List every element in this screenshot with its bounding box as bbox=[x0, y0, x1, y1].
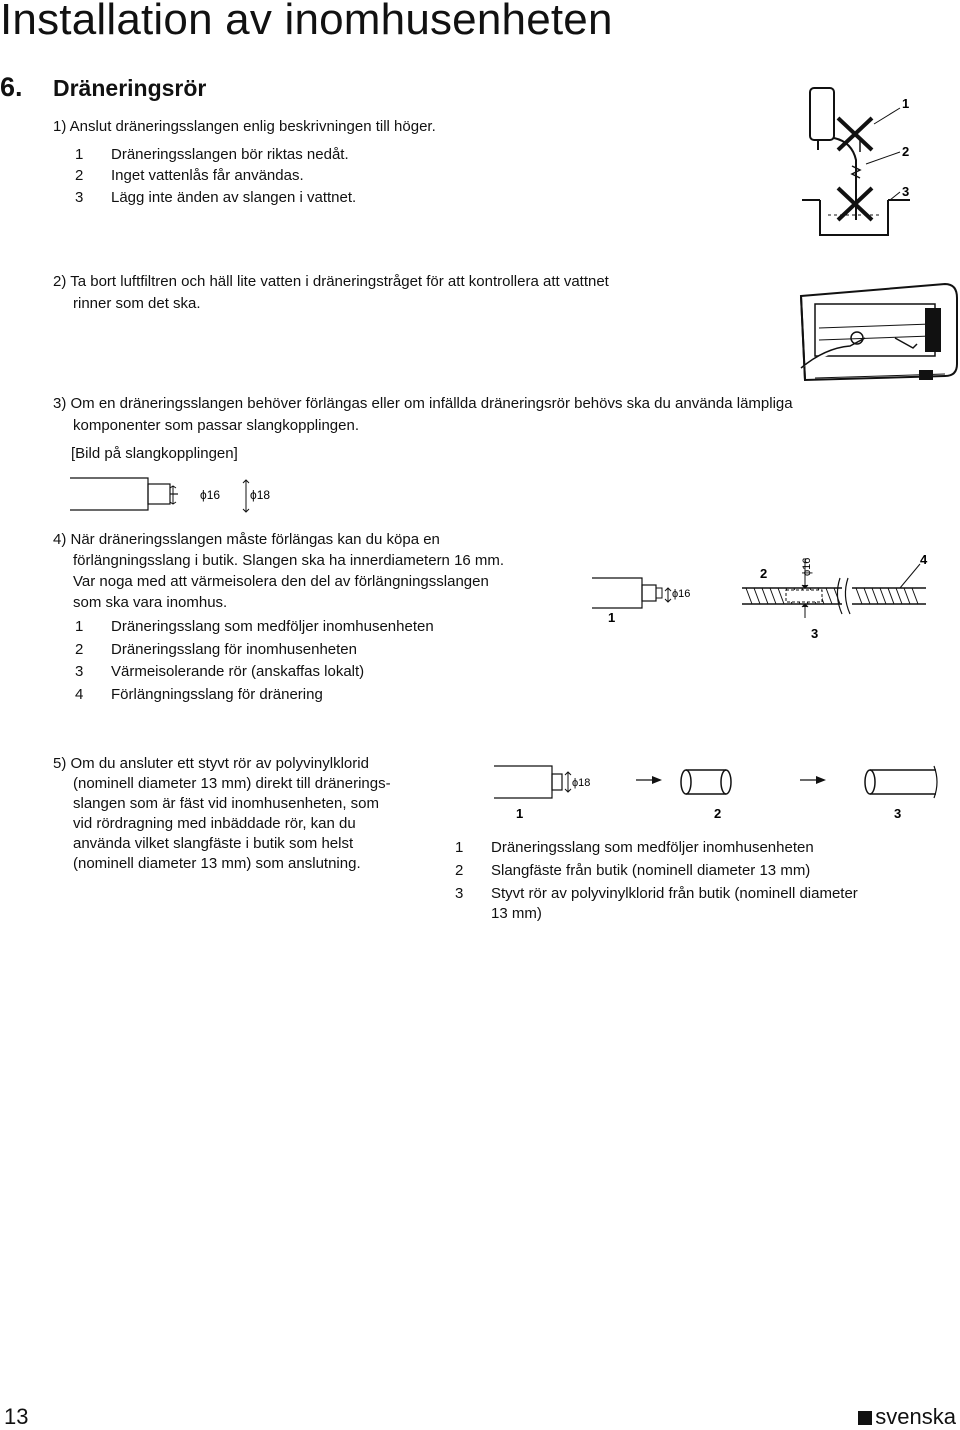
extension-hose-figure bbox=[590, 548, 940, 653]
diameter-label: ϕ16 bbox=[801, 557, 813, 576]
list-item bbox=[75, 145, 349, 165]
item-text: Lägg inte änden av slangen i vattnet. bbox=[111, 189, 357, 206]
step1-text: 1) Anslut dräneringsslangen enlig beskrivningen till höger. bbox=[53, 118, 436, 135]
item-number: 1 bbox=[75, 618, 84, 635]
text-line: förlängningsslang i butik. Slangen ska ha innerdiametern 16 mm. bbox=[73, 552, 505, 569]
item-number: 1 bbox=[455, 839, 464, 856]
item-text: Förlängningsslang för dränering bbox=[111, 686, 323, 703]
figure-caption: [Bild på slangkopplingen] bbox=[71, 445, 238, 462]
list-item bbox=[75, 685, 323, 705]
list-item bbox=[75, 188, 356, 208]
item-number: 2 bbox=[455, 862, 464, 879]
item-text: Slangfäste från butik (nominell diameter 13 mm) bbox=[491, 862, 811, 879]
section-number: 6. bbox=[0, 72, 23, 102]
figure-label: 3 bbox=[902, 184, 910, 199]
step4-text bbox=[53, 530, 504, 613]
list-item bbox=[75, 640, 357, 660]
list-item bbox=[75, 662, 364, 682]
item-number: 1 bbox=[75, 146, 84, 163]
step2-text bbox=[53, 272, 609, 314]
diameter-label: ϕ18 bbox=[572, 777, 591, 789]
hose-connector-figure bbox=[70, 474, 300, 518]
figure-label: 1 bbox=[608, 610, 616, 625]
item-text: Dräneringsslang som medföljer inomhusenheten bbox=[111, 618, 434, 635]
item-number: 3 bbox=[75, 189, 84, 206]
item-text: Styvt rör av polyvinylklorid från butik (nominell diameter bbox=[491, 885, 858, 902]
text-line: 4) När dräneringsslangen måste förlängas kan du köpa en bbox=[53, 531, 440, 548]
diameter-label: ϕ16 bbox=[672, 588, 691, 600]
list-item bbox=[455, 861, 810, 881]
text-line: Var noga med att värmeisolera den del av förlängningsslangen bbox=[73, 573, 489, 590]
item-number: 2 bbox=[75, 167, 84, 184]
text-line: komponenter som passar slangkopplingen. bbox=[73, 417, 360, 434]
list-item bbox=[75, 166, 304, 186]
language-label bbox=[858, 1404, 956, 1430]
figure-label: 3 bbox=[811, 626, 819, 641]
figure-label: 2 bbox=[760, 566, 768, 581]
text-line: slangen som är fäst vid inomhusenheten, som bbox=[73, 795, 379, 812]
item-number: 3 bbox=[75, 663, 84, 680]
step5-text bbox=[53, 754, 391, 874]
step3-text bbox=[53, 394, 793, 436]
diameter-label: ϕ18 bbox=[250, 488, 271, 502]
text-line: använda vilket slangfäste i butik som helst bbox=[73, 835, 354, 852]
page-title: Installation av inomhusenheten bbox=[0, 0, 613, 44]
figure-label: 4 bbox=[920, 552, 928, 567]
indoor-unit-figure bbox=[795, 278, 960, 390]
square-bullet-icon bbox=[858, 1411, 872, 1425]
figure-label: 2 bbox=[714, 806, 722, 821]
figure-label: 3 bbox=[894, 806, 902, 821]
figure-label: 2 bbox=[902, 144, 910, 159]
text-line: (nominell diameter 13 mm) direkt till dränerings- bbox=[73, 775, 391, 792]
text-line: 3) Om en dräneringsslangen behöver förlängas eller om infällda dräneringsrör behövs ska du använda lämpliga bbox=[53, 395, 793, 412]
drain-direction-figure bbox=[800, 80, 940, 240]
text-line: 2) Ta bort luftfiltren och häll lite vatten i dräneringstråget för att kontrollera att vattnet bbox=[53, 273, 609, 290]
item-number: 3 bbox=[455, 885, 464, 902]
list-item bbox=[455, 884, 858, 924]
language-text: svenska bbox=[875, 1404, 956, 1429]
list-item bbox=[455, 838, 814, 858]
figure-label: 1 bbox=[516, 806, 524, 821]
item-text: Dräneringsslang för inomhusenheten bbox=[111, 641, 357, 658]
text-line: 5) Om du ansluter ett styvt rör av polyvinylklorid bbox=[53, 755, 369, 772]
item-text: Dräneringsslang som medföljer inomhusenheten bbox=[491, 839, 814, 856]
item-text: Dräneringsslangen bör riktas nedåt. bbox=[111, 146, 349, 163]
figure-label: 1 bbox=[902, 96, 910, 111]
text-line: som ska vara inomhus. bbox=[73, 594, 228, 611]
text-line: rinner som det ska. bbox=[73, 295, 201, 312]
item-number: 4 bbox=[75, 686, 84, 703]
item-text-cont: 13 mm) bbox=[491, 905, 542, 922]
diameter-label: ϕ16 bbox=[200, 488, 221, 502]
item-text: Värmeisolerande rör (anskaffas lokalt) bbox=[111, 663, 365, 680]
section-title: Dräneringsrör bbox=[53, 75, 207, 101]
list-item bbox=[75, 617, 434, 637]
text-line: (nominell diameter 13 mm) som anslutning. bbox=[73, 855, 361, 872]
item-text: Inget vattenlås får användas. bbox=[111, 167, 304, 184]
rigid-pipe-figure bbox=[490, 760, 940, 822]
text-line: vid rördragning med inbäddade rör, kan du bbox=[73, 815, 356, 832]
page-number: 13 bbox=[4, 1404, 29, 1429]
item-number: 2 bbox=[75, 641, 84, 658]
